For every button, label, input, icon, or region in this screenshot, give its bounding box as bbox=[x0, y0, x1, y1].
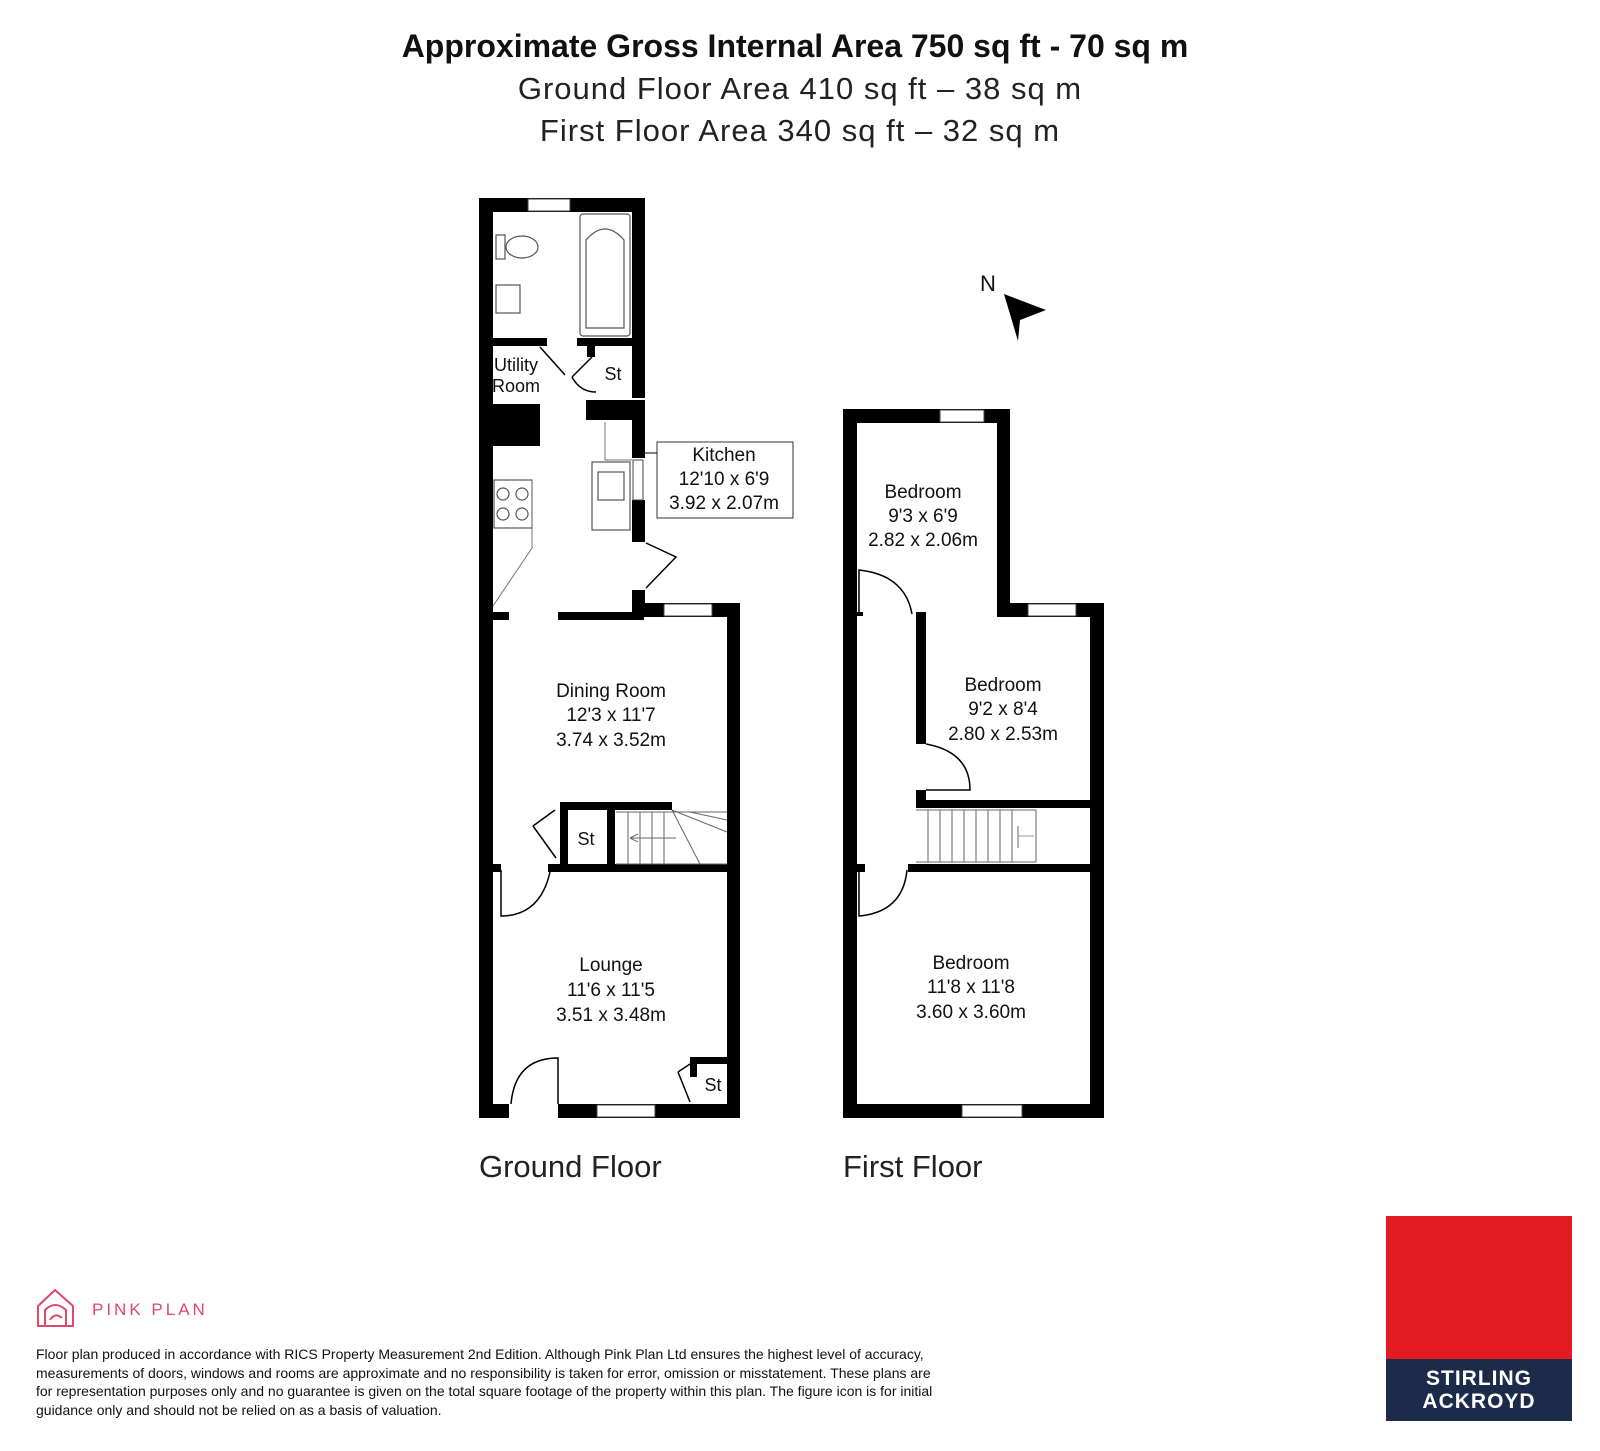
gross-area-title: Approximate Gross Internal Area 750 sq ft - 70 sq m bbox=[401, 28, 1189, 64]
dining-metric: 3.74 x 3.52m bbox=[556, 730, 666, 751]
store-mid-label: St bbox=[577, 829, 595, 849]
ground-floor-area: Ground Floor Area 410 sq ft – 38 sq m bbox=[517, 71, 1083, 106]
lounge-metric: 3.51 x 3.48m bbox=[556, 1005, 666, 1026]
first-floor-area: First Floor Area 340 sq ft – 32 sq m bbox=[539, 113, 1061, 148]
lounge-imperial: 11'6 x 11'5 bbox=[567, 980, 655, 1001]
lounge-store-door-swing bbox=[678, 1064, 690, 1102]
disclaimer-text: Floor plan produced in accordance with RICS Property Measurement 2nd Edition. Although Pink Plan Ltd ensures the highest level of accuracy, measurements of doors, windows and rooms are approximate and no responsibility is taken for error, omission or misstatement. These plans are for representation purposes only and no guarantee is given on the total square footage of the property within this plan. The figure icon is for initial guidance only and should not be relied on as a basis of valuation. bbox=[36, 1346, 933, 1418]
front-door-swing bbox=[511, 1058, 558, 1104]
compass-label: N bbox=[980, 271, 996, 296]
bedroom3-imperial: 11'8 x 11'8 bbox=[927, 977, 1015, 998]
window-bathroom bbox=[528, 199, 570, 211]
bedroom3-metric: 3.60 x 3.60m bbox=[916, 1002, 1026, 1023]
first-floor-label: First Floor bbox=[843, 1149, 983, 1184]
ground-stairs bbox=[616, 810, 727, 864]
first-stairs bbox=[916, 810, 1036, 862]
logo-red-panel bbox=[1386, 1216, 1572, 1359]
first-floor-plan bbox=[843, 409, 1104, 1184]
north-arrow-icon bbox=[980, 271, 1046, 341]
window-dining bbox=[664, 604, 712, 616]
bedroom2-door-swing bbox=[926, 744, 970, 790]
window-kitchen bbox=[633, 460, 643, 500]
window-lounge bbox=[597, 1105, 655, 1117]
kitchen-name: Kitchen bbox=[692, 445, 756, 466]
hob-fixture bbox=[494, 480, 532, 528]
agent-name-line2: ACKROYD bbox=[1422, 1390, 1536, 1413]
back-door-swing bbox=[646, 543, 676, 588]
bedroom2-metric: 2.80 x 2.53m bbox=[948, 724, 1058, 745]
bedroom3-door-swing bbox=[859, 870, 907, 916]
window-bedroom3 bbox=[962, 1105, 1022, 1117]
store-bottom-label: St bbox=[704, 1075, 722, 1095]
window-bedroom1 bbox=[940, 410, 984, 422]
pink-plan-brand bbox=[36, 1290, 208, 1330]
window-bedroom2 bbox=[1028, 604, 1076, 616]
bedroom1-metric: 2.82 x 2.06m bbox=[868, 530, 978, 551]
stirling-ackroyd-logo bbox=[1386, 1216, 1572, 1421]
basin-fixture bbox=[496, 285, 520, 313]
kitchen-imperial: 12'10 x 6'9 bbox=[678, 469, 770, 490]
bedroom3-name: Bedroom bbox=[932, 953, 1010, 974]
kitchen-metric: 3.92 x 2.07m bbox=[669, 493, 779, 514]
toilet-fixture bbox=[506, 236, 538, 258]
bedroom1-door-swing bbox=[859, 570, 912, 614]
logo-navy-panel bbox=[1386, 1359, 1572, 1421]
utility-label-1: Utility bbox=[494, 355, 538, 375]
lounge-door-swing bbox=[501, 870, 550, 916]
bedroom2-name: Bedroom bbox=[964, 675, 1042, 696]
pink-plan-name: PINK PLAN bbox=[92, 1300, 208, 1319]
utility-label-2: Room bbox=[491, 376, 541, 396]
store-top-label: St bbox=[604, 364, 622, 384]
lounge-name: Lounge bbox=[579, 955, 643, 976]
bedroom1-name: Bedroom bbox=[884, 482, 962, 503]
agent-name-line1: STIRLING bbox=[1426, 1367, 1532, 1390]
bedroom2-imperial: 9'2 x 8'4 bbox=[968, 699, 1038, 720]
store-door-swing bbox=[572, 357, 596, 392]
bedroom1-imperial: 9'3 x 6'9 bbox=[888, 506, 958, 527]
ground-floor-plan bbox=[479, 198, 793, 1184]
ground-floor-label: Ground Floor bbox=[479, 1149, 662, 1184]
dining-imperial: 12'3 x 11'7 bbox=[566, 705, 656, 726]
dining-name: Dining Room bbox=[556, 681, 666, 702]
dining-store-door-swing bbox=[533, 810, 556, 858]
